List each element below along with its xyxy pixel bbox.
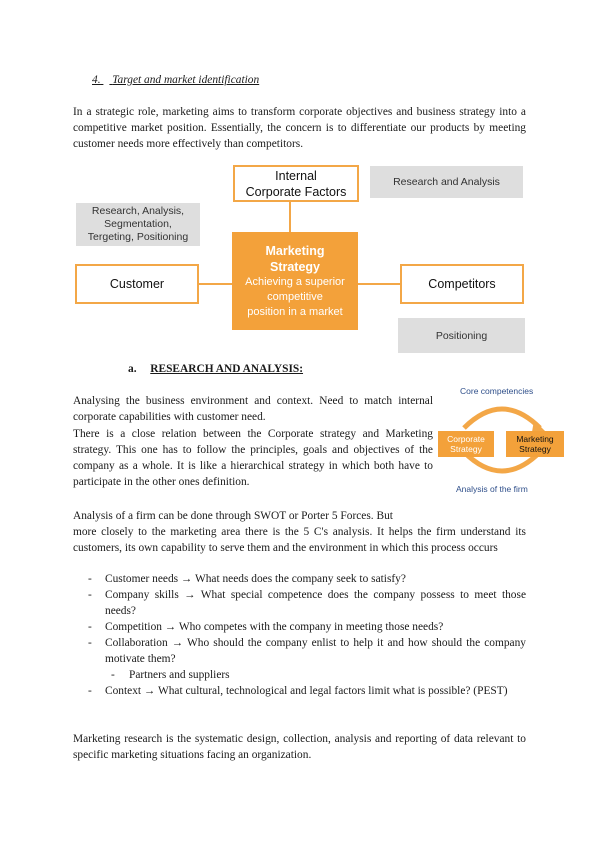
para-analysis-b: more closely to the marketing area there is the 5 C's analysis. It helps the firm understand its customers, its own capability to serve them and the environment in which this process occurs <box>73 526 526 554</box>
sub-list-item: - Partners and suppliers <box>111 669 230 681</box>
subsection-heading <box>128 363 303 375</box>
list-item: - Context → What cultural, technological and legal factors limit what is possible? (PEST) <box>88 685 508 697</box>
cycle-right-2: Strategy <box>519 444 551 454</box>
center-sub-2: competitive <box>267 290 323 303</box>
section-number: 4. <box>92 74 101 86</box>
positioning-box <box>398 318 525 353</box>
positioning-label: Positioning <box>435 329 488 342</box>
marketing-strategy-box <box>232 232 358 330</box>
five-c-list <box>73 571 526 699</box>
internal-factors-box <box>233 165 359 202</box>
internal-line-1: Internal <box>275 168 317 183</box>
cycle-left-1: Corporate <box>447 434 485 444</box>
intro-paragraph: In a strategic role, marketing aims to transform corporate objectives and business strategy into a competitive market position. Essentially, the concern is to differentiate our products by meeting customer needs more effectively than competitors. <box>73 106 526 150</box>
cycle-bottom-label: Analysis of the firm <box>456 484 528 494</box>
list-item: - Collaboration → Who should the company enlist to help it and how should the company motivate them? <box>88 637 526 665</box>
cycle-left-box <box>438 431 494 457</box>
customer-box <box>75 264 199 304</box>
subsection-letter: a. <box>128 363 137 375</box>
research-analysis-box <box>370 166 523 198</box>
list-item: - Company skills → What special competence does the company possess to meet those needs? <box>88 589 526 617</box>
competitors-label: Competitors <box>428 277 496 291</box>
cycle-right-box <box>506 431 564 457</box>
center-title-1: Marketing <box>265 243 325 258</box>
cycle-right-1: Marketing <box>516 434 554 444</box>
para-business-environment: Analysing the business environment and context. Need to match internal corporate capabilities with customer need. <box>73 395 433 423</box>
customer-label: Customer <box>109 277 165 291</box>
research-list-2: Segmentation, <box>104 218 172 230</box>
internal-line-2: Corporate Factors <box>245 184 347 199</box>
center-title-2: Strategy <box>269 259 321 274</box>
research-list-3: Tergeting, Positioning <box>87 231 189 243</box>
center-sub-1: Achieving a superior <box>245 275 345 288</box>
research-list-1: Research, Analysis, <box>91 205 185 217</box>
subsection-title: RESEARCH AND ANALYSIS: <box>150 363 304 375</box>
competitors-box <box>400 264 524 304</box>
research-analysis-label: Research and Analysis <box>393 176 500 188</box>
cycle-top-label: Core competencies <box>460 386 534 396</box>
section-heading <box>92 74 259 86</box>
center-sub-3: position in a market <box>247 305 343 318</box>
cycle-left-2: Strategy <box>450 444 482 454</box>
para-corporate-relation: There is a close relation between the Corporate strategy and Marketing strategy. This one has to follow the principles, goals and objectives of the company as a whole. It is like a hierarchical strategy in which both have to participate in the other ones definition. <box>73 428 433 488</box>
list-item: - Competition → Who competes with the company in meeting those needs? <box>88 621 444 633</box>
closing-paragraph: Marketing research is the systematic design, collection, analysis and reporting of data relevant to specific marketing situations facing an organization. <box>73 733 526 761</box>
research-list-box <box>76 203 200 246</box>
para-analysis-a: Analysis of a firm can be done through SWOT or Porter 5 Forces. But <box>73 510 393 522</box>
arrow-top <box>464 409 540 428</box>
section-title: Target and market identification <box>112 74 260 86</box>
cycle-figure <box>438 384 566 496</box>
list-item: - Customer needs → What needs does the company seek to satisfy? <box>88 573 406 585</box>
